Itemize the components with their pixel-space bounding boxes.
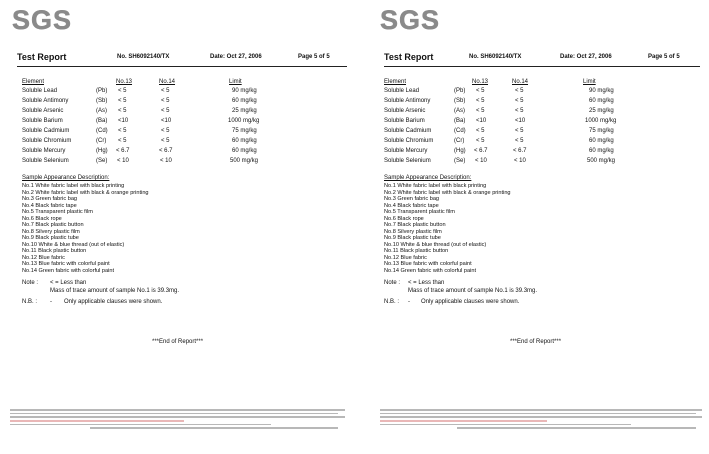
value-no14: < 5 <box>161 138 170 144</box>
value-no13: < 5 <box>476 128 485 134</box>
nb-text: Only applicable clauses were shown. <box>64 299 163 305</box>
element-name: Soluble Antimony <box>384 98 431 104</box>
value-no14: < 5 <box>515 138 524 144</box>
list-item: No.14 Green fabric with colorful paint <box>384 267 477 274</box>
note-label: Note : <box>384 280 401 286</box>
report-title: Test Report <box>384 52 434 62</box>
value-limit: 1000 mg/kg <box>228 118 260 124</box>
value-no13: < 10 <box>117 158 129 164</box>
col-header-no14: No.14 <box>512 79 529 85</box>
list-item: No.1 White fabric label with black printing <box>22 183 125 189</box>
end-of-report: ***End of Report*** <box>510 339 562 345</box>
list-item: No.7 Black plastic button <box>22 222 84 228</box>
list-item: No.10 White & blue thread (out of elastic) <box>384 241 487 248</box>
sgs-logo <box>10 4 76 34</box>
value-no14: < 10 <box>160 158 172 164</box>
note-line2: Mass of trace amount of sample No.1 is 39.3mg. <box>408 288 538 294</box>
list-item: No.8 Silvery plastic film <box>384 228 442 235</box>
table-row <box>22 128 322 137</box>
report-page-right <box>355 0 709 454</box>
element-name: Soluble Mercury <box>384 148 428 154</box>
table-row <box>384 128 684 137</box>
table-row <box>22 138 322 147</box>
page-number: Page 5 of 5 <box>298 54 330 60</box>
list-item: No.12 Blue fabric <box>384 254 427 261</box>
table-row <box>384 138 684 147</box>
element-name: Soluble Selenium <box>384 158 431 164</box>
nb-label: N.B. : <box>22 299 38 305</box>
value-no14: < 5 <box>161 98 170 104</box>
list-item: No.12 Blue fabric <box>22 254 65 261</box>
report-date: Date: Oct 27, 2006 <box>560 54 612 60</box>
note-label: Note : <box>22 280 39 286</box>
value-no13: <10 <box>476 118 487 124</box>
list-item: No.4 Black fabric tape <box>384 202 439 209</box>
element-symbol: (Cr) <box>454 138 465 144</box>
nb-text: Only applicable clauses were shown. <box>421 299 520 305</box>
col-header-element: Element <box>384 79 407 85</box>
element-name: Soluble Lead <box>22 88 58 94</box>
note-text: < = Less than <box>50 280 87 286</box>
nb-dash: - <box>50 299 52 305</box>
element-symbol: (Ba) <box>96 118 108 124</box>
value-no13: < 6.7 <box>474 148 488 154</box>
value-no13: < 5 <box>118 128 127 134</box>
value-no14: < 6.7 <box>159 148 173 154</box>
value-no13: < 5 <box>118 138 127 144</box>
value-no13: < 5 <box>476 108 485 114</box>
element-name: Soluble Cadmium <box>384 128 432 134</box>
sample-section-title: Sample Appearance Description: <box>22 175 110 181</box>
col-header-limit: Limit <box>583 79 596 85</box>
element-symbol: (Cr) <box>96 138 107 144</box>
list-item: No.3 Green fabric bag <box>384 196 440 202</box>
list-item: No.11 Black plastic button <box>384 248 449 254</box>
list-item: No.5 Transparent plastic film <box>22 209 93 215</box>
value-limit: 60 mg/kg <box>589 148 614 154</box>
table-row <box>384 118 684 127</box>
col-header-no13: No.13 <box>472 79 489 85</box>
list-item: No.6 Black rope <box>384 215 424 222</box>
list-item: No.13 Blue fabric with colorful paint <box>384 261 472 267</box>
element-name: Soluble Barium <box>384 118 425 124</box>
element-name: Soluble Arsenic <box>22 108 64 114</box>
list-item: No.9 Black plastic tube <box>384 235 441 241</box>
value-limit: 60 mg/kg <box>232 98 257 104</box>
list-item: No.2 White fabric label with black & orange printing <box>22 189 149 196</box>
end-of-report: ***End of Report*** <box>152 339 204 345</box>
value-no14: < 5 <box>515 88 524 94</box>
list-item: No.9 Black plastic tube <box>22 235 79 241</box>
value-no13: <10 <box>118 118 129 124</box>
element-name: Soluble Selenium <box>22 158 69 164</box>
element-name: Soluble Lead <box>384 88 420 94</box>
header-rule <box>384 66 700 67</box>
footer-fineprint <box>10 409 345 445</box>
value-no14: < 5 <box>161 128 170 134</box>
note-line2: Mass of trace amount of sample No.1 is 39.3mg. <box>50 288 180 294</box>
value-limit: 60 mg/kg <box>589 98 614 104</box>
element-symbol: (Cd) <box>454 128 466 134</box>
table-row <box>384 158 684 167</box>
report-page-left <box>0 0 354 454</box>
value-limit: 60 mg/kg <box>232 138 257 144</box>
element-name: Soluble Arsenic <box>384 108 426 114</box>
list-item: No.7 Black plastic button <box>384 222 446 228</box>
value-no14: <10 <box>515 118 526 124</box>
element-symbol: (Hg) <box>96 148 108 154</box>
report-number: No. SH6092140/TX <box>469 54 522 60</box>
sample-list <box>384 183 511 274</box>
svg-text:SGS: SGS <box>380 5 441 34</box>
list-item: No.1 White fabric label with black printing <box>384 183 487 189</box>
report-title: Test Report <box>17 52 67 62</box>
element-symbol: (Ba) <box>454 118 466 124</box>
list-item: No.13 Blue fabric with colorful paint <box>22 261 110 267</box>
value-limit: 25 mg/kg <box>589 108 614 114</box>
value-limit: 75 mg/kg <box>589 128 614 134</box>
table-row <box>22 118 322 127</box>
value-no13: < 5 <box>476 98 485 104</box>
table-row <box>384 88 684 97</box>
table-row <box>384 98 684 107</box>
list-item: No.5 Transparent plastic film <box>384 209 455 215</box>
list-item: No.14 Green fabric with colorful paint <box>22 267 115 274</box>
value-limit: 500 mg/kg <box>587 158 616 164</box>
value-no14: < 5 <box>515 98 524 104</box>
element-name: Soluble Barium <box>22 118 63 124</box>
col-header-no14: No.14 <box>159 79 176 85</box>
element-symbol: (Pb) <box>454 88 466 94</box>
col-header-element: Element <box>22 79 45 85</box>
value-limit: 90 mg/kg <box>589 88 614 94</box>
element-symbol: (Hg) <box>454 148 466 154</box>
value-limit: 90 mg/kg <box>232 88 257 94</box>
list-item: No.8 Silvery plastic film <box>22 228 80 235</box>
element-name: Soluble Cadmium <box>22 128 70 134</box>
value-limit: 25 mg/kg <box>232 108 257 114</box>
list-item: No.6 Black rope <box>22 215 62 222</box>
table-row <box>22 158 322 167</box>
element-name: Soluble Mercury <box>22 148 66 154</box>
header-rule <box>17 66 347 67</box>
value-limit: 60 mg/kg <box>589 138 614 144</box>
table-row <box>22 98 322 107</box>
value-no14: <10 <box>161 118 172 124</box>
sample-list <box>22 183 149 274</box>
table-row <box>22 108 322 117</box>
value-no13: < 5 <box>476 138 485 144</box>
value-no13: < 6.7 <box>116 148 130 154</box>
value-limit: 1000 mg/kg <box>585 118 617 124</box>
table-row <box>22 88 322 97</box>
list-item: No.3 Green fabric bag <box>22 196 78 202</box>
value-no14: < 6.7 <box>513 148 527 154</box>
footer-fineprint <box>380 409 702 445</box>
element-name: Soluble Antimony <box>22 98 69 104</box>
table-row <box>384 148 684 157</box>
note-text: < = Less than <box>408 280 445 286</box>
value-no13: < 5 <box>118 108 127 114</box>
element-symbol: (Sb) <box>96 98 108 104</box>
value-no14: < 5 <box>161 88 170 94</box>
element-symbol: (As) <box>454 108 465 114</box>
value-limit: 75 mg/kg <box>232 128 257 134</box>
nb-label: N.B. : <box>384 299 400 305</box>
col-header-no13: No.13 <box>116 79 133 85</box>
value-limit: 60 mg/kg <box>232 148 257 154</box>
col-header-limit: Limit <box>229 79 242 85</box>
element-symbol: (Se) <box>96 158 108 164</box>
value-no14: < 10 <box>514 158 526 164</box>
value-no14: < 5 <box>161 108 170 114</box>
value-no14: < 5 <box>515 128 524 134</box>
list-item: No.10 White & blue thread (out of elastic) <box>22 241 125 248</box>
element-name: Soluble Chromium <box>384 138 434 144</box>
sample-section-title: Sample Appearance Description: <box>384 175 472 181</box>
value-no13: < 10 <box>475 158 487 164</box>
element-symbol: (Sb) <box>454 98 466 104</box>
element-symbol: (As) <box>96 108 107 114</box>
table-row <box>384 108 684 117</box>
element-symbol: (Pb) <box>96 88 108 94</box>
value-limit: 500 mg/kg <box>230 158 259 164</box>
report-number: No. SH6092140/TX <box>117 54 170 60</box>
nb-dash: - <box>408 299 410 305</box>
value-no14: < 5 <box>515 108 524 114</box>
element-symbol: (Cd) <box>96 128 108 134</box>
list-item: No.4 Black fabric tape <box>22 202 77 209</box>
svg-text:SGS: SGS <box>12 5 73 34</box>
list-item: No.2 White fabric label with black & orange printing <box>384 189 511 196</box>
element-name: Soluble Chromium <box>22 138 72 144</box>
element-symbol: (Se) <box>454 158 466 164</box>
list-item: No.11 Black plastic button <box>22 248 87 254</box>
report-date: Date: Oct 27, 2006 <box>210 54 262 60</box>
value-no13: < 5 <box>118 88 127 94</box>
value-no13: < 5 <box>118 98 127 104</box>
sgs-logo <box>378 4 444 34</box>
page-number: Page 5 of 5 <box>648 54 680 60</box>
table-row <box>22 148 322 157</box>
value-no13: < 5 <box>476 88 485 94</box>
